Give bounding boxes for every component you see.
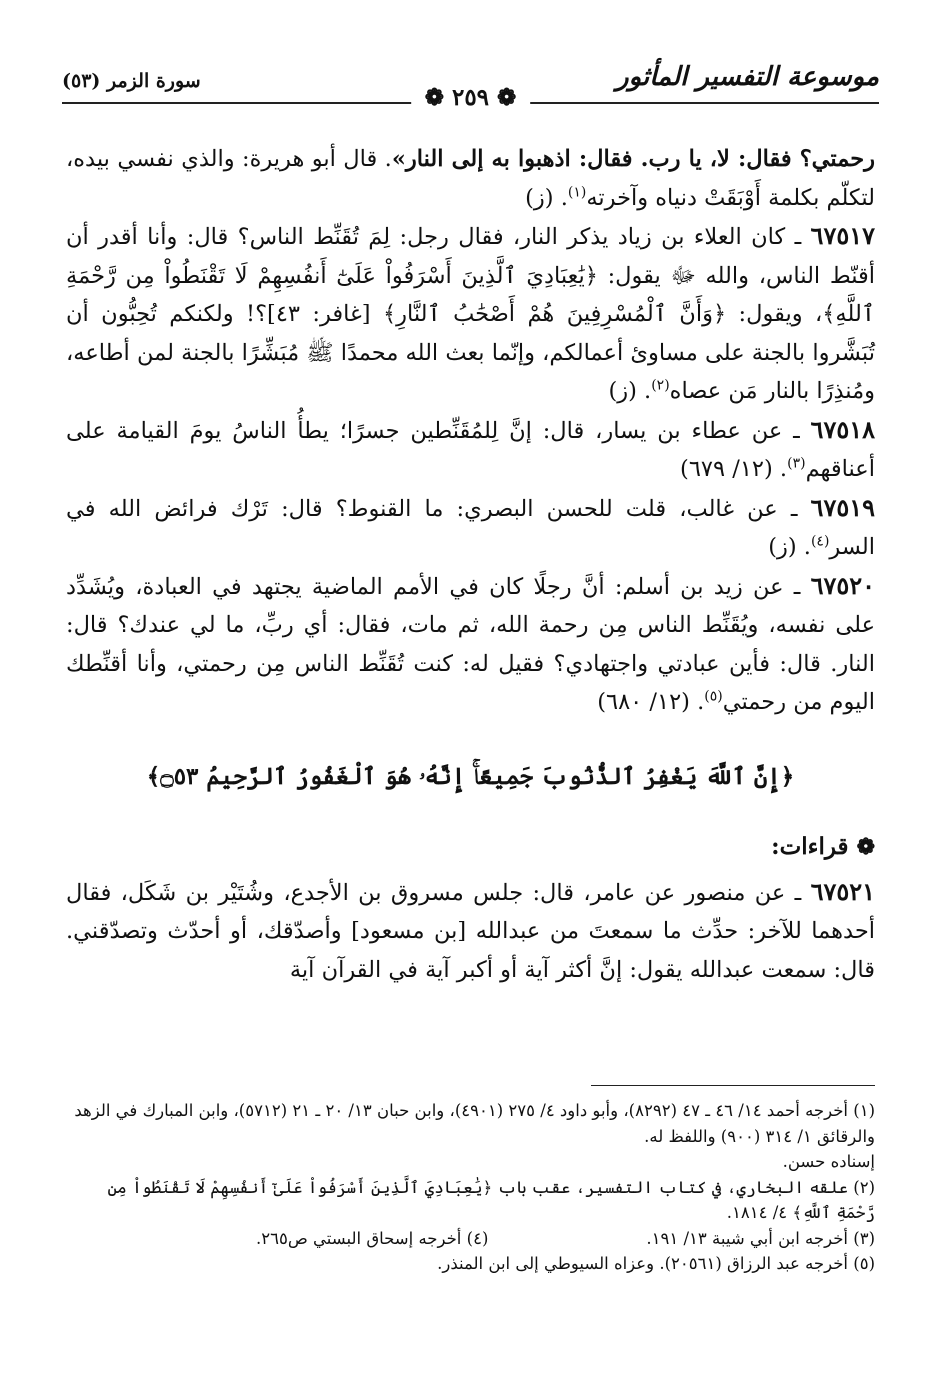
entry-text: . قال أبو هريرة: والذي نفسي بيده، لتكلّم بكلمة أَوْبَقَتْ دنياه وآخرته: [66, 146, 875, 211]
entry-number: ٦٧٥٢١: [810, 876, 876, 906]
flower-ornament-icon: ❁: [856, 834, 875, 860]
entry-67517: [66, 217, 875, 411]
entry-tail: . (١٢/ ٦٨٠): [597, 689, 705, 715]
footnote-ref[interactable]: (٣): [787, 455, 806, 472]
footnote-ref[interactable]: (٢): [651, 377, 670, 394]
main-text: [66, 140, 875, 989]
entry-continuation: [66, 140, 875, 217]
section-heading: [66, 828, 875, 867]
entry-text: ـ عن منصور عن عامر، قال: جلس مسروق بن الأجدع، وشُتَيْر بن شَكَل، فقال أحدهما للآخر: حدِّث ما سمعتَ من عبدالله [بن مسعود] وأصدّقك، أو أحدّث وتصدّقني. قال: سمعت عبدالله يقول: إنَّ أكثر آية أو أكبر آية في القرآن آية: [66, 879, 875, 983]
footnote-divider: [591, 1085, 875, 1086]
entry-text: ـ كان العلاء بن زياد يذكر النار، فقال رجل: لِمَ تُقَنِّط الناس؟ قال: وأنا أقدر أن أقنّط الناس، والله ﷻ يقول: ﴿يَٰعِبَادِيَ ٱلَّذِينَ أَسْرَفُواْ عَلَىٰٓ أَنفُسِهِمْ لَا تَقْنَطُواْ مِن رَّحْمَةِ ٱللَّهِ﴾، ويقول: ﴿وَأَنَّ ٱلْمُسْرِفِينَ هُمْ أَصْحَٰبُ ٱلنَّارِ﴾ [غافر: ٤٣]؟! ولكنكم تُحِبُّون أن تُبَشَّروا بالجنة على مساوئ أعمالكم، وإنّما بعث الله محمدًا ﷺ مُبَشِّرًا بالجنة لمن أطاعه، ومُنذِرًا بالنار مَن عصاه: [66, 224, 875, 404]
entry-text: ـ عن غالب، قلت للحسن البصري: ما القنوط؟ قال: تَرْك فرائض الله في السر: [66, 495, 875, 560]
surah-label: سورة الزمر (٥٣): [62, 70, 201, 92]
book-title: موسوعة التفسير المأثور: [616, 62, 879, 92]
footnote-3: (٣) أخرجه ابن أبي شيبة ١٣/ ١٩١.: [646, 1228, 875, 1248]
entry-tail: . (ز): [608, 378, 652, 404]
footnote-ref[interactable]: (١): [567, 184, 587, 200]
footnotes: [66, 1098, 875, 1277]
entry-67519: [66, 489, 875, 567]
entry-text: ـ عن زيد بن أسلم: أنَّ رجلًا كان في الأمم الماضية يجتهد في العبادة، ويُشَدِّد على نفسه، ويُقَنِّط الناس مِن رحمة الله، ثم مات، فقال: أي ربِّ، ما لي عندك؟ قال: النار. قال: فأين عبادتي واجتهادي؟ فقيل له: كنت تُقَنِّط الناس مِن رحمتي، وأنا أقنِّطك اليوم من رحمتي: [66, 573, 875, 715]
entry-67518: [66, 411, 875, 489]
entry-number: ٦٧٥٢٠: [810, 570, 876, 600]
footnote-row-3-4: [66, 1226, 875, 1252]
footnote-5: (٥) أخرجه عبد الرزاق (٢٠٥٦١). وعزاه السيوطي إلى ابن المنذر.: [437, 1254, 875, 1273]
footnote-ref[interactable]: (٤): [810, 533, 830, 550]
footnote-ref[interactable]: (٥): [704, 688, 723, 705]
entry-tail: . (ز): [768, 534, 811, 560]
section-title-text: قراءات:: [771, 833, 849, 860]
entry-number: ٦٧٥١٧: [810, 221, 875, 250]
entry-number: ٦٧٥١٨: [810, 414, 875, 444]
footnote-1-grade: إسناده حسن.: [782, 1152, 875, 1171]
entry-number: ٦٧٥١٩: [810, 492, 875, 522]
page-number: ❁ ٢٥٩ ❁: [411, 84, 531, 111]
entry-67521: [66, 873, 875, 990]
entry-67520: [66, 567, 875, 722]
footnote-2: (٢) علقه البخاري، في كتاب التفسير، عقب باب ﴿يَٰعِبَادِيَ ٱلَّذِينَ أَسْرَفُواْ عَلَىٰٓ أَنفُسِهِمْ لَا تَقْنَطُواْ مِن رَّحْمَةِ ٱللَّهِ﴾ ٤/ ١٨١٤.: [107, 1177, 875, 1222]
footnote-1: (١) أخرجه أحمد ١٤/ ٤٦ ـ ٤٧ (٨٢٩٢)، وأبو داود ٤/ ٢٧٥ (٤٩٠١)، وابن حبان ١٣/ ٢٠ ـ ٢١ (٥٧١٢)، وابن المبارك في الزهد والرقائق ١/ ٣١٤ (٩٠٠) واللفظ له.: [74, 1101, 875, 1146]
entry-tail: . (ز): [525, 184, 568, 211]
entry-text: ـ عن عطاء بن يسار، قال: إنَّ لِلمُقَنِّطين جسرًا؛ يطأُ الناسُ يومَ القيامة على أعناقهم: [66, 417, 875, 482]
page-number-value: ٢٥٩: [451, 84, 490, 111]
entry-tail: . (١٢/ ٦٧٩): [680, 456, 788, 482]
entry-bold-lead: رحمتي؟ فقال: لا، يا رب. فقال: اذهبوا به إلى النار»: [391, 146, 875, 172]
footnote-4: (٤) أخرجه إسحاق البستي ص٢٦٥.: [256, 1228, 489, 1248]
quran-verse-heading: ﴿إِنَّ ٱللَّهَ يَغْفِرُ ٱلذُّنُوبَ جَمِيعًاۚ إِنَّهُۥ هُوَ ٱلْغَفُورُ ٱلرَّحِيمُ ۝٥٣﴾: [146, 762, 795, 790]
